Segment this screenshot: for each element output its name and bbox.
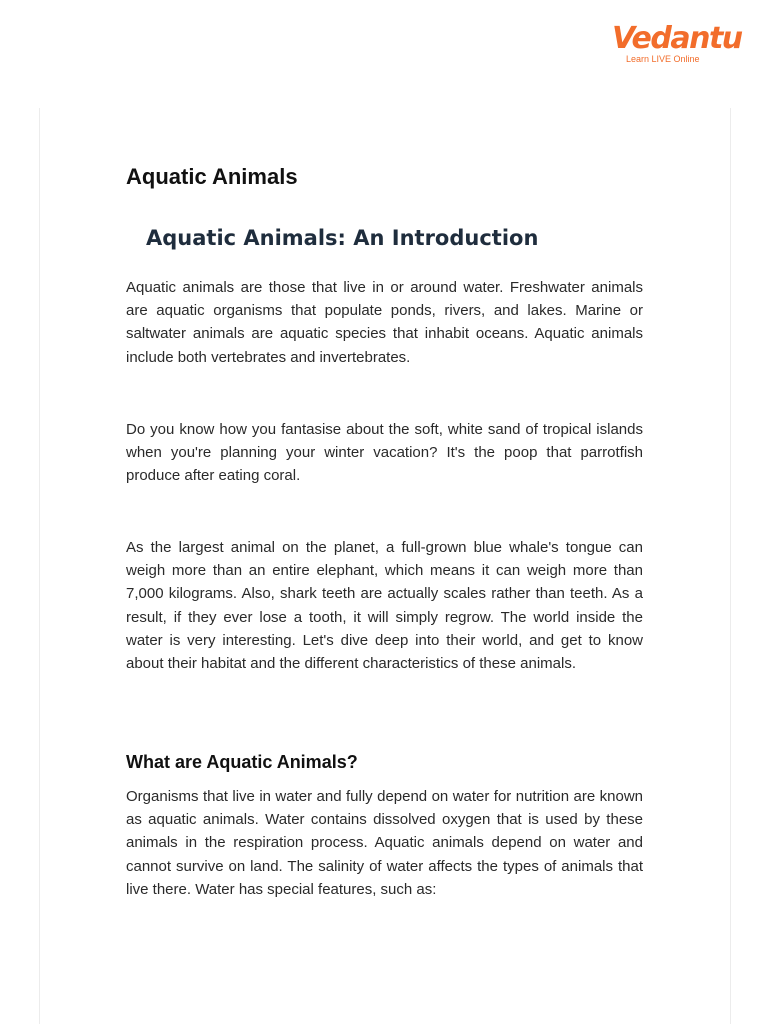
logo-wordmark: Vedantu xyxy=(612,21,742,56)
intro-paragraph-1: Aquatic animals are those that live in or around water. Freshwater animals are aquatic organisms that populate ponds, rivers, and lakes. Marine or saltwater animals are aquatic species that inhabit oceans. Aquatic animals include both vertebrates and invertebrates. xyxy=(126,279,643,366)
definition-paragraph: Organisms that live in water and fully depend on water for nutrition are known as aquatic animals. Water contains dissolved oxygen that is used by these animals in the respiration process. Aquatic animals depend on water and cannot survive on land. The salinity of water affects the types of animals that live there. Water has special features, such as: xyxy=(126,788,643,898)
vedantu-logo xyxy=(612,21,742,64)
page-title: Aquatic Animals xyxy=(126,164,298,189)
logo-tagline: Learn LIVE Online xyxy=(626,54,700,64)
intro-paragraph-3: As the largest animal on the planet, a full-grown blue whale's tongue can weigh more than an entire elephant, which means it can weigh more than 7,000 kilograms. Also, shark teeth are actually scales rather than teeth. As a result, if they ever lose a tooth, it will simply regrow. The world inside the water is very interesting. Let's dive deep into their world, and get to know about their habitat and the different characteristics of these animals. xyxy=(126,539,643,673)
intro-heading: Aquatic Animals: An Introduction xyxy=(146,226,539,250)
intro-paragraph-2: Do you know how you fantasise about the soft, white sand of tropical islands when you're planning your winter vacation? It's the poop that parrotfish produce after eating coral. xyxy=(126,421,643,485)
what-are-aquatic-animals-heading: What are Aquatic Animals? xyxy=(126,752,358,772)
